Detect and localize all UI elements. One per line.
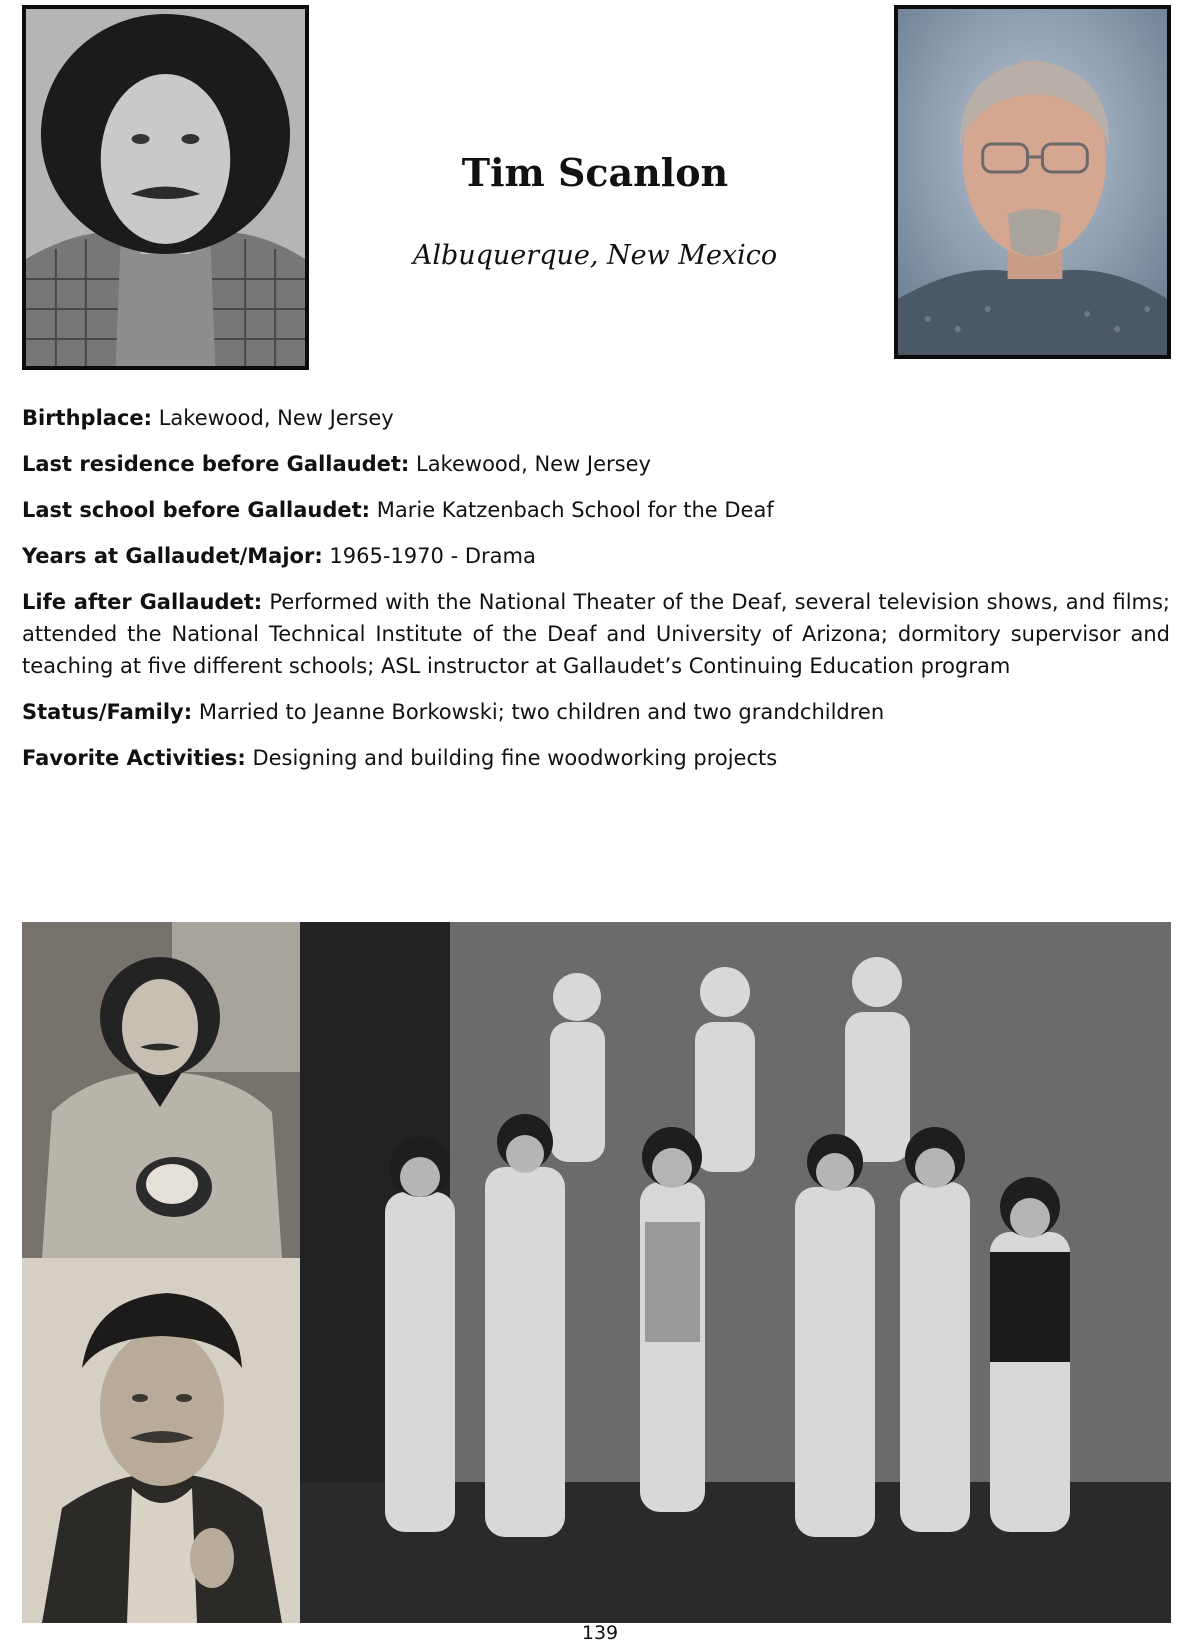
fact-value: 1965-1970 - Drama	[322, 544, 536, 568]
fact-value: Designing and building fine woodworking projects	[245, 746, 778, 770]
person-location: Albuquerque, New Mexico	[412, 240, 778, 271]
fact-value: Performed with the National Theater of the Deaf, several television shows, and films; attended the National Technical Institute of the Deaf and University of Arizona; dormitory supervisor and teaching at five different schools; ASL instructor at Gallaudet’s Continuing Education program	[22, 590, 1171, 678]
fact-last-school	[22, 494, 1170, 526]
costumed-performer-photo	[22, 1258, 300, 1623]
yearbook-portrait-photo	[22, 5, 309, 370]
fact-value: Marie Katzenbach School for the Deaf	[370, 498, 774, 522]
fact-value: Married to Jeanne Borkowski; two children and two grandchildren	[192, 700, 885, 724]
fact-label: Favorite Activities:	[22, 746, 246, 770]
theater-ensemble-photo	[300, 922, 1171, 1623]
fact-label: Last residence before Gallaudet:	[22, 452, 410, 476]
performer-with-mask-photo	[22, 922, 300, 1258]
fact-years-major	[22, 540, 1170, 572]
recent-portrait-photo	[894, 5, 1171, 359]
fact-life-after	[22, 586, 1170, 682]
fact-label: Last school before Gallaudet:	[22, 498, 371, 522]
fact-value: Lakewood, New Jersey	[152, 406, 394, 430]
fact-label: Life after Gallaudet:	[22, 590, 263, 614]
fact-favorite-activities	[22, 742, 1170, 774]
fact-label: Years at Gallaudet/Major:	[22, 544, 323, 568]
fact-status-family	[22, 696, 1170, 728]
biography-facts	[22, 402, 1170, 788]
fact-label: Birthplace:	[22, 406, 153, 430]
fact-value: Lakewood, New Jersey	[409, 452, 651, 476]
page-number: 139	[581, 1622, 619, 1644]
fact-birthplace	[22, 402, 1170, 434]
fact-last-residence	[22, 448, 1170, 480]
person-name: Tim Scanlon	[461, 150, 729, 195]
fact-label: Status/Family:	[22, 700, 193, 724]
